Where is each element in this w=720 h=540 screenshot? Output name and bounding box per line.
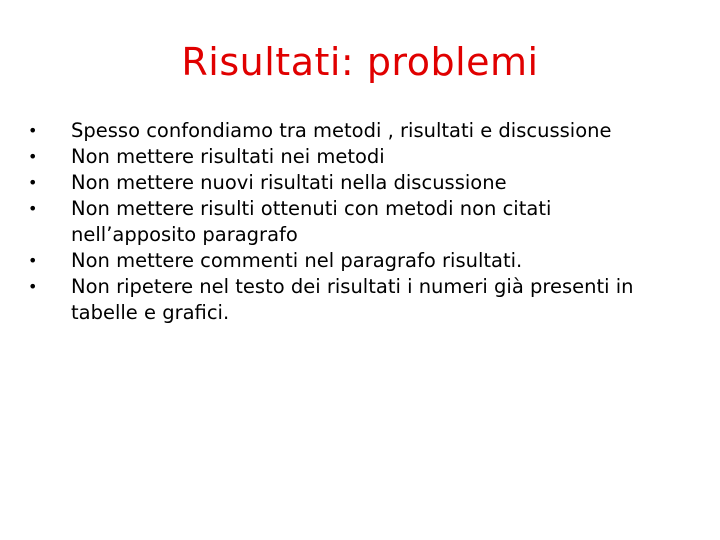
bullet-text: Non ripetere nel testo dei risultati i numeri già presenti in tabelle e grafici. xyxy=(71,275,634,324)
bullet-icon: • xyxy=(28,173,38,192)
bullet-item xyxy=(28,118,668,144)
bullet-icon: • xyxy=(28,277,38,296)
bullet-item xyxy=(28,196,668,248)
bullet-item xyxy=(28,248,668,274)
bullet-list xyxy=(28,118,668,326)
bullet-text: Non mettere nuovi risultati nella discussione xyxy=(71,171,507,194)
bullet-icon: • xyxy=(28,199,38,218)
slide-title: Risultati: problemi xyxy=(181,40,539,84)
bullet-icon: • xyxy=(28,121,38,140)
bullet-text: Non mettere risultati nei metodi xyxy=(71,145,385,168)
bullet-item xyxy=(28,170,668,196)
bullet-item xyxy=(28,274,668,326)
bullet-item xyxy=(28,144,668,170)
bullet-text: Non mettere risulti ottenuti con metodi non citati nell’apposito paragrafo xyxy=(71,197,552,246)
bullet-text: Spesso confondiamo tra metodi , risultati e discussione xyxy=(71,119,612,142)
bullet-text: Non mettere commenti nel paragrafo risultati. xyxy=(71,249,523,272)
bullet-icon: • xyxy=(28,147,38,166)
bullet-icon: • xyxy=(28,251,38,270)
